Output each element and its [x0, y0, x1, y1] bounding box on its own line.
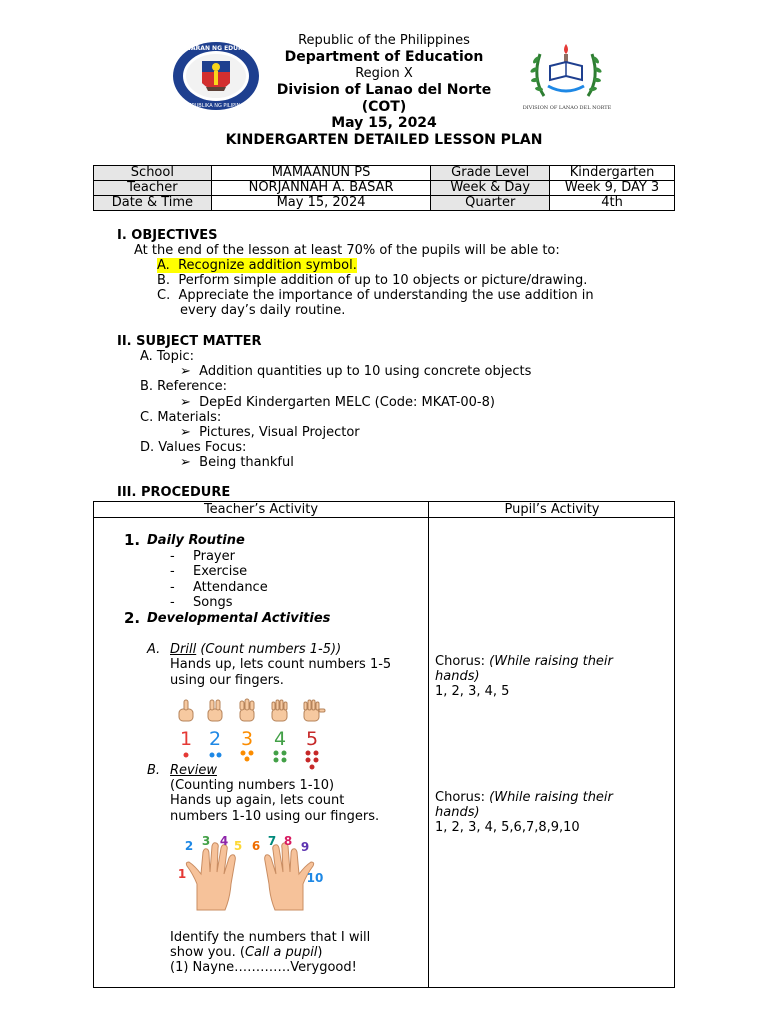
- chorus-instruction-cont: hands): [435, 805, 480, 820]
- bullet-arrow-icon: ➢: [180, 395, 191, 410]
- objective-text: Perform simple addition of up to 10 objects or picture/drawing.: [178, 273, 588, 288]
- routine-dash: -: [170, 549, 175, 564]
- header-cot: (COT): [361, 99, 407, 115]
- routine-item: Prayer: [193, 549, 235, 564]
- hand-number: 1: [177, 867, 187, 881]
- hand-number: 5: [233, 839, 243, 853]
- table-cell-label: Quarter: [431, 196, 550, 211]
- table-cell-value: May 15, 2024: [211, 196, 431, 211]
- procedure-heading: III. PROCEDURE: [117, 485, 231, 500]
- hand-two-icon: [208, 700, 222, 721]
- header-divider: [94, 517, 674, 518]
- review-marker: B.: [147, 763, 161, 778]
- objectives-heading: I. OBJECTIVES: [117, 228, 218, 243]
- drill-word: Drill: [170, 642, 197, 657]
- count-digit: 1: [179, 728, 193, 750]
- hand-number: 6: [251, 839, 261, 853]
- hand-number: 2: [184, 839, 194, 853]
- col-header-pupil: Pupil’s Activity: [504, 502, 600, 517]
- lesson-plan-title: KINDERGARTEN DETAILED LESSON PLAN: [225, 132, 543, 148]
- hand-number: 8: [283, 834, 293, 848]
- header-department: Department of Education: [284, 49, 484, 65]
- count-digit: 3: [240, 728, 254, 750]
- table-cell-value: NORJANNAH A. BASAR: [211, 181, 431, 196]
- objective-text-continued: every day’s daily routine.: [180, 303, 346, 318]
- hand-one-icon: [179, 700, 193, 721]
- hand-four-icon: [272, 700, 287, 721]
- drill-text: using our fingers.: [170, 673, 284, 688]
- values-text: Being thankful: [199, 455, 294, 470]
- objective-text: Recognize addition symbol.: [178, 258, 357, 273]
- table-cell-value: Week 9, DAY 3: [550, 181, 675, 196]
- hand-number: 10: [306, 871, 324, 885]
- hand-number: 3: [201, 834, 211, 848]
- routine-dash: -: [170, 564, 175, 579]
- routine-item: Attendance: [193, 580, 268, 595]
- routine-item: Songs: [193, 595, 233, 610]
- subject-matter-heading: II. SUBJECT MATTER: [117, 334, 262, 349]
- objective-item: [157, 288, 594, 303]
- chorus-label: Chorus:: [435, 654, 490, 669]
- topic-item: [180, 364, 531, 379]
- drill-text: Hands up, lets count numbers 1-5: [170, 657, 392, 672]
- svg-text:KAGAWARAN NG EDUKASYON: KAGAWARAN NG EDUKASYON: [166, 45, 266, 52]
- table-row: [94, 166, 675, 181]
- topic-text: Addition quantities up to 10 using concrete objects: [199, 364, 532, 379]
- column-divider: [428, 502, 429, 987]
- review-text: Hands up again, lets count: [170, 793, 345, 808]
- count-digit: 5: [305, 728, 319, 750]
- identify-text-italic: Call a pupil: [244, 945, 318, 960]
- deped-seal-logo: [166, 41, 266, 111]
- bullet-arrow-icon: ➢: [180, 364, 191, 379]
- values-item: [180, 455, 294, 470]
- chorus-drill: [435, 654, 613, 669]
- table-cell-label: Teacher: [94, 181, 212, 196]
- review-text: numbers 1-10 using our fingers.: [170, 809, 380, 824]
- table-cell-label: Grade Level: [431, 166, 550, 181]
- header-republic: Republic of the Philippines: [298, 33, 470, 48]
- table-cell-label: Week & Day: [431, 181, 550, 196]
- drill-marker: A.: [147, 642, 161, 657]
- header-date: May 15, 2024: [331, 115, 437, 131]
- chorus-review: [435, 790, 613, 805]
- topic-label: A. Topic:: [140, 349, 195, 364]
- drill-heading: [170, 642, 341, 657]
- chorus-instruction-cont: hands): [435, 669, 480, 684]
- review-text: (Counting numbers 1-10): [170, 778, 335, 793]
- table-cell-value: MAMAANUN PS: [211, 166, 431, 181]
- table-cell-value: 4th: [550, 196, 675, 211]
- daily-routine-number: 1.: [124, 531, 141, 549]
- header-region: Region X: [355, 66, 413, 81]
- materials-label: C. Materials:: [140, 410, 222, 425]
- table-cell-label: School: [94, 166, 212, 181]
- svg-text:DIVISION OF LANAO DEL NORTE: DIVISION OF LANAO DEL NORTE: [522, 105, 612, 111]
- table-cell-value: Kindergarten: [550, 166, 675, 181]
- chorus-label: Chorus:: [435, 790, 490, 805]
- hand-number: 9: [300, 840, 310, 854]
- identify-text: Identify the numbers that I will: [170, 930, 371, 945]
- table-cell-label: Date & Time: [94, 196, 212, 211]
- objective-item: [157, 258, 357, 273]
- drill-subtitle: (Count numbers 1-5)): [196, 642, 342, 657]
- left-hand-icon: [186, 843, 235, 910]
- count-digit: 4: [273, 728, 287, 750]
- bullet-arrow-icon: ➢: [180, 455, 191, 470]
- division-logo: [522, 38, 612, 114]
- routine-dash: -: [170, 580, 175, 595]
- reference-text: DepEd Kindergarten MELC (Code: MKAT-00-8): [199, 395, 495, 410]
- objectives-intro: At the end of the lesson at least 70% of the pupils will be able to:: [134, 243, 560, 258]
- hand-number: 4: [219, 834, 229, 848]
- developmental-number: 2.: [124, 609, 141, 627]
- objective-marker: A.: [157, 258, 170, 273]
- bullet-arrow-icon: ➢: [180, 425, 191, 440]
- hand-five-icon: [304, 700, 325, 721]
- materials-text: Pictures, Visual Projector: [199, 425, 360, 440]
- objective-marker: C.: [157, 288, 171, 303]
- hand-number: 7: [267, 834, 277, 848]
- review-word: Review: [170, 763, 217, 778]
- chorus-response: 1, 2, 3, 4, 5,6,7,8,9,10: [435, 820, 580, 835]
- lesson-info-table: [93, 165, 675, 211]
- svg-text:REPUBLIKA NG PILIPINAS: REPUBLIKA NG PILIPINAS: [185, 103, 247, 109]
- identify-example: (1) Nayne………….Verygood!: [170, 960, 357, 975]
- routine-dash: -: [170, 595, 175, 610]
- table-row: [94, 196, 675, 211]
- identify-text-part: ): [317, 945, 323, 960]
- reference-label: B. Reference:: [140, 379, 228, 394]
- header-division: Division of Lanao del Norte: [276, 82, 492, 98]
- objective-text: Appreciate the importance of understanding the use addition in: [178, 288, 594, 303]
- objective-item: [157, 273, 587, 288]
- chorus-instruction: (While raising their: [489, 654, 613, 669]
- counting-hands-1-10-image: [175, 832, 327, 912]
- chorus-instruction: (While raising their: [489, 790, 613, 805]
- routine-item: Exercise: [193, 564, 248, 579]
- materials-item: [180, 425, 360, 440]
- chorus-response: 1, 2, 3, 4, 5: [435, 684, 510, 699]
- identify-text-call: [170, 945, 323, 960]
- count-digit: 2: [208, 728, 222, 750]
- reference-item: [180, 395, 495, 410]
- identify-text-part: show you. (: [170, 945, 245, 960]
- daily-routine-title: Daily Routine: [147, 533, 245, 548]
- developmental-title: Developmental Activities: [147, 611, 331, 626]
- hand-three-icon: [240, 699, 254, 721]
- objective-marker: B.: [157, 273, 171, 288]
- values-label: D. Values Focus:: [140, 440, 247, 455]
- table-row: [94, 181, 675, 196]
- col-header-teacher: Teacher’s Activity: [203, 502, 319, 517]
